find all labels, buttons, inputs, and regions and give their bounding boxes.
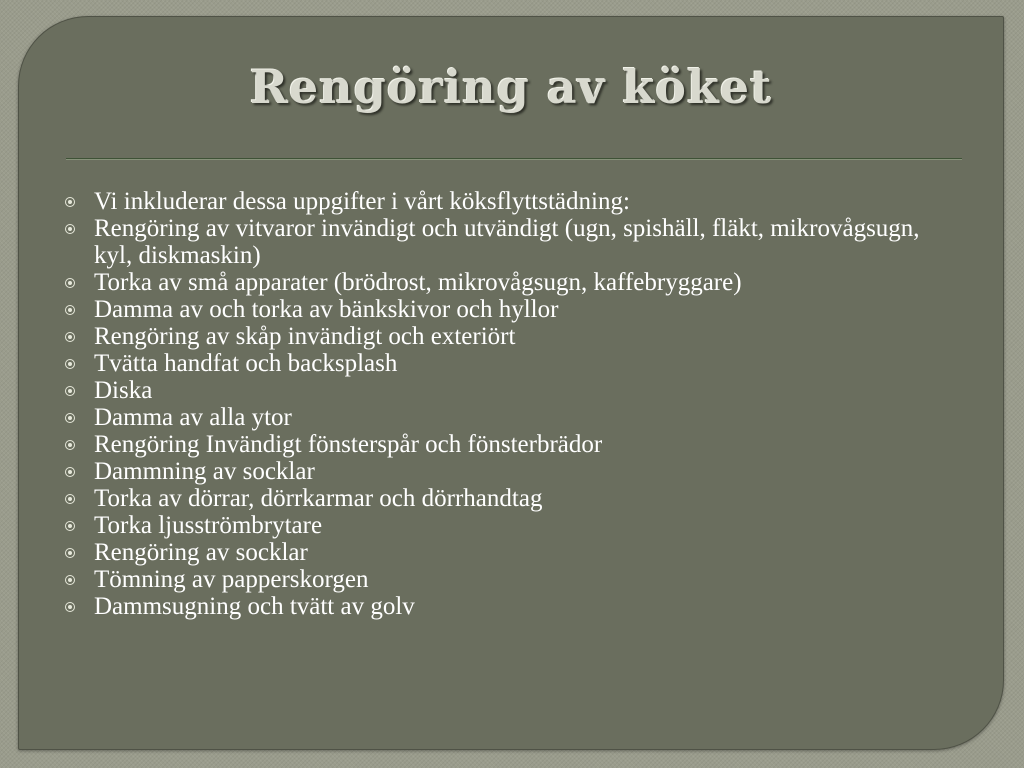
list-item: [62, 458, 962, 485]
list-item: [62, 323, 962, 350]
list-item-text: Rengöring av vitvaror invändigt och utvändigt (ugn, spishäll, fläkt, mikrovågsugn, kyl, diskmaskin): [94, 215, 920, 269]
list-item-text: Rengöring Invändigt fönsterspår och fönsterbrädor: [94, 431, 603, 458]
list-item: [62, 404, 962, 431]
list-item: [62, 566, 962, 593]
circle-dot-bullet-icon: [65, 440, 75, 450]
list-item-text: Tömning av papperskorgen: [94, 566, 369, 593]
list-item-text: Diska: [94, 377, 153, 404]
circle-dot-bullet-icon: [65, 359, 75, 369]
circle-dot-bullet-icon: [65, 413, 75, 423]
list-item: [62, 539, 962, 566]
list-item-text: Torka ljusströmbrytare: [94, 512, 323, 539]
list-item-text: Damma av alla ytor: [94, 404, 292, 431]
list-item: [62, 593, 962, 620]
list-item-text: Dammning av socklar: [94, 458, 315, 485]
circle-dot-bullet-icon: [65, 197, 75, 207]
list-item-text: Vi inkluderar dessa uppgifter i vårt köksflyttstädning:: [94, 188, 630, 215]
list-item: [62, 350, 962, 377]
circle-dot-bullet-icon: [65, 224, 75, 234]
circle-dot-bullet-icon: [65, 278, 75, 288]
circle-dot-bullet-icon: [65, 548, 75, 558]
circle-dot-bullet-icon: [65, 305, 75, 315]
list-item-text: Torka av små apparater (brödrost, mikrovågsugn, kaffebryggare): [94, 269, 742, 296]
bullet-list: [62, 188, 962, 620]
list-item-text: Damma av och torka av bänkskivor och hyllor: [94, 296, 559, 323]
circle-dot-bullet-icon: [65, 494, 75, 504]
list-item: [62, 431, 962, 458]
list-item-text: Dammsugning och tvätt av golv: [94, 593, 415, 620]
circle-dot-bullet-icon: [65, 386, 75, 396]
list-item: [62, 188, 962, 215]
list-item-text: Rengöring av socklar: [94, 539, 308, 566]
list-item: [62, 215, 962, 269]
list-item-text: Torka av dörrar, dörrkarmar och dörrhandtag: [94, 485, 543, 512]
circle-dot-bullet-icon: [65, 602, 75, 612]
list-item: [62, 296, 962, 323]
list-item-text: Rengöring av skåp invändigt och exteriört: [94, 323, 516, 350]
circle-dot-bullet-icon: [65, 332, 75, 342]
list-item-text: Tvätta handfat och backsplash: [94, 350, 398, 377]
list-item: [62, 377, 962, 404]
list-item: [62, 269, 962, 296]
list-item: [62, 512, 962, 539]
circle-dot-bullet-icon: [65, 521, 75, 531]
list-item: [62, 485, 962, 512]
circle-dot-bullet-icon: [65, 575, 75, 585]
circle-dot-bullet-icon: [65, 467, 75, 477]
slide-title: Rengöring av köket: [249, 60, 773, 114]
slide-panel: [18, 16, 1004, 750]
title-divider: [66, 158, 962, 160]
